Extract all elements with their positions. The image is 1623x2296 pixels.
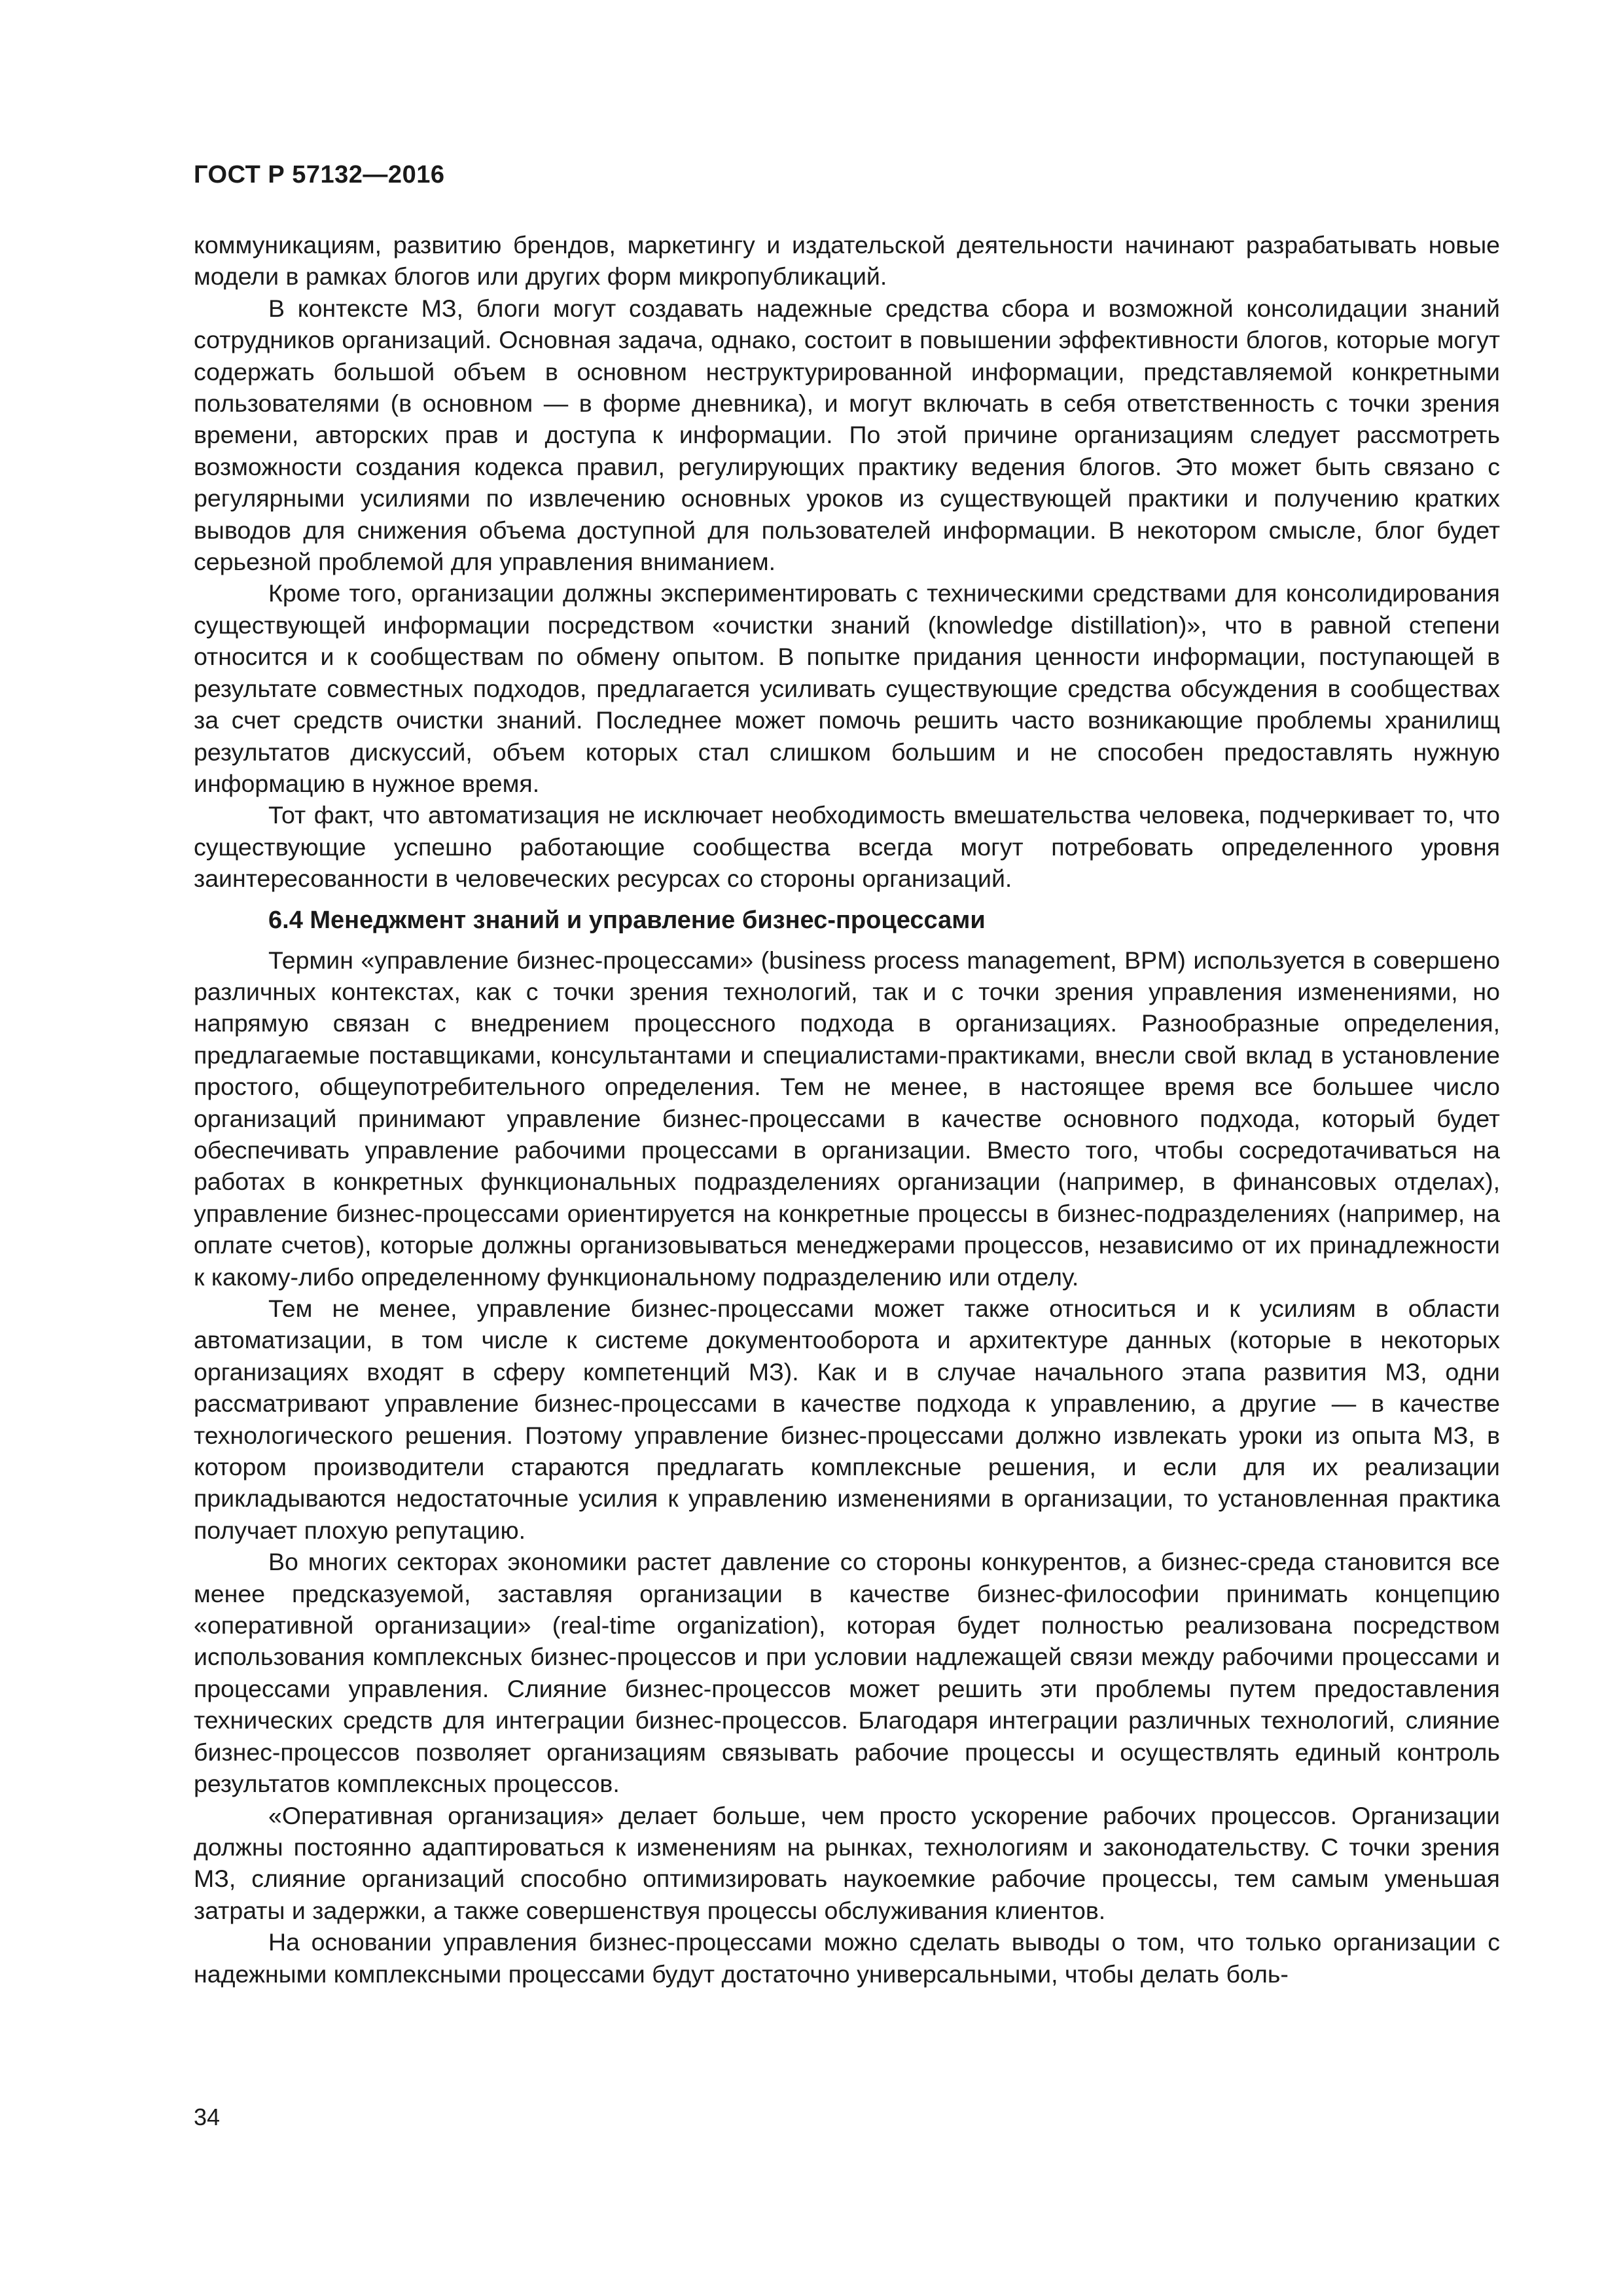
paragraph-bpm-term: Термин «управление бизнес-процессами» (business process management, BPM) используется в совершено различных контекстах, как с точки зрения технологий, так и с точки зрения управления изменениями, но напрямую связан с внедрением процессного подхода в организациях. Разнообразные определения, предлагаемые поставщиками, консультантами и специалистами-практиками, внесли свой вклад в установление простого, общеупотребительного определения. Тем не менее, в настоящее время все большее число организаций принимают управление бизнес-процессами в качестве основного подхода, который будет обеспечивать управление рабочими процессами в организации. Вместо того, чтобы сосредотачиваться на работах в конкретных функциональных подразделениях организации (например, в финансовых отделах), управление бизнес-процессами ориентируется на конкретные процессы в бизнес-подразделениях (например, на оплате счетов), которые должны организовываться менеджерами процессов, независимо от их принадлежности к какому-либо определенному функциональному подразделению или отделу. <box>194 946 1500 1291</box>
paragraph-continuation: коммуникациям, развитию брендов, маркетингу и издательской деятельности начинают разрабатывать новые модели в рамках блогов или других форм микропубликаций. <box>194 231 1500 291</box>
document-header: ГОСТ Р 57132—2016 <box>194 161 445 188</box>
paragraph-bpm-automation: Тем не менее, управление бизнес-процессами может также относиться и к усилиям в области автоматизации, в том числе к системе документооборота и архитектуре данных (которые в некоторых организациях входят в сферу компетенций МЗ). Как и в случае начального этапа развития МЗ, одни рассматривают управление бизнес-процессами в качестве подхода к управлению, а другие — в качестве технологического решения. Поэтому управление бизнес-процессами должно извлекать уроки из опыта МЗ, в котором производители стараются предлагать комплексные решения, и если для их реализации прикладываются недостаточные усилия к управлению изменениями в организации, то установленная практика получает плохую репутацию. <box>194 1295 1500 1544</box>
paragraph-automation: Тот факт, что автоматизация не исключает необходимость вмешательства человека, подчеркивает то, что существующие успешно работающие сообщества всегда могут потребовать определенного уровня заинтересованности в человеческих ресурсах со стороны организаций. <box>194 801 1500 893</box>
paragraph-operational-organization: «Оперативная организация» делает больше, чем просто ускорение рабочих процессов. Организации должны постоянно адаптироваться к изменениям на рынках, технологиям и законодательству. С точки зрения МЗ, слияние организаций способно оптимизировать наукоемкие рабочие процессы, тем самым уменьшая затраты и задержки, а также совершенствуя процессы обслуживания клиентов. <box>194 1801 1500 1924</box>
document-body <box>194 229 1500 1990</box>
section-heading: 6.4 Менеджмент знаний и управление бизнес-процессами <box>268 906 986 934</box>
paragraph-conclusions: На основании управления бизнес-процессами можно сделать выводы о том, что только организации с надежными комплексными процессами будут достаточно универсальными, чтобы делать боль- <box>194 1928 1500 1988</box>
paragraph-realtime-organization: Во многих секторах экономики растет давление со стороны конкурентов, а бизнес-среда становится все менее предсказуемой, заставляя организации в качестве бизнес-философии принимать концепцию «оперативной организации» (real-time organization), которая будет полностью реализована посредством использования комплексных бизнес-процессов и при условии надлежащей связи между рабочими процессами и процессами управления. Слияние бизнес-процессов может решить эти проблемы путем предоставления технических средств для интеграции бизнес-процессов. Благодаря интеграции различных технологий, слияние бизнес-процессов позволяет организациям связывать рабочие процессы и осуществлять единый контроль результатов комплексных процессов. <box>194 1548 1500 1798</box>
page-number: 34 <box>194 2104 221 2130</box>
paragraph-blogs-km: В контексте МЗ, блоги могут создавать надежные средства сбора и возможной консолидации знаний сотрудников организаций. Основная задача, однако, состоит в повышении эффективности блогов, которые могут содержать большой объем в основном неструктурированной информации, представляемой конкретными пользователями (в основном — в форме дневника), и могут включать в себя ответственность с точки зрения времени, авторских прав и доступа к информации. По этой причине организациям следует рассмотреть возможности создания кодекса правил, регулирующих практику ведения блогов. Это может быть связано с регулярными усилиями по извлечению основных уроков из существующей практики и получению кратких выводов для снижения объема доступной для пользователей информации. В некотором смысле, блог будет серьезной проблемой для управления вниманием. <box>194 294 1500 576</box>
paragraph-knowledge-distillation: Кроме того, организации должны экспериментировать с техническими средствами для консолидирования существующей информации посредством «очистки знаний (knowledge distillation)», что в равной степени относится и к сообществам по обмену опытом. В попытке придания ценности информации, поступающей в результате совместных подходов, предлагается усиливать существующие средства обсуждения в сообществах за счет средств очистки знаний. Последнее может помочь решить часто возникающие проблемы хранилищ результатов дискуссий, объем которых стал слишком большим и не способен предоставлять нужную информацию в нужное время. <box>194 579 1500 797</box>
